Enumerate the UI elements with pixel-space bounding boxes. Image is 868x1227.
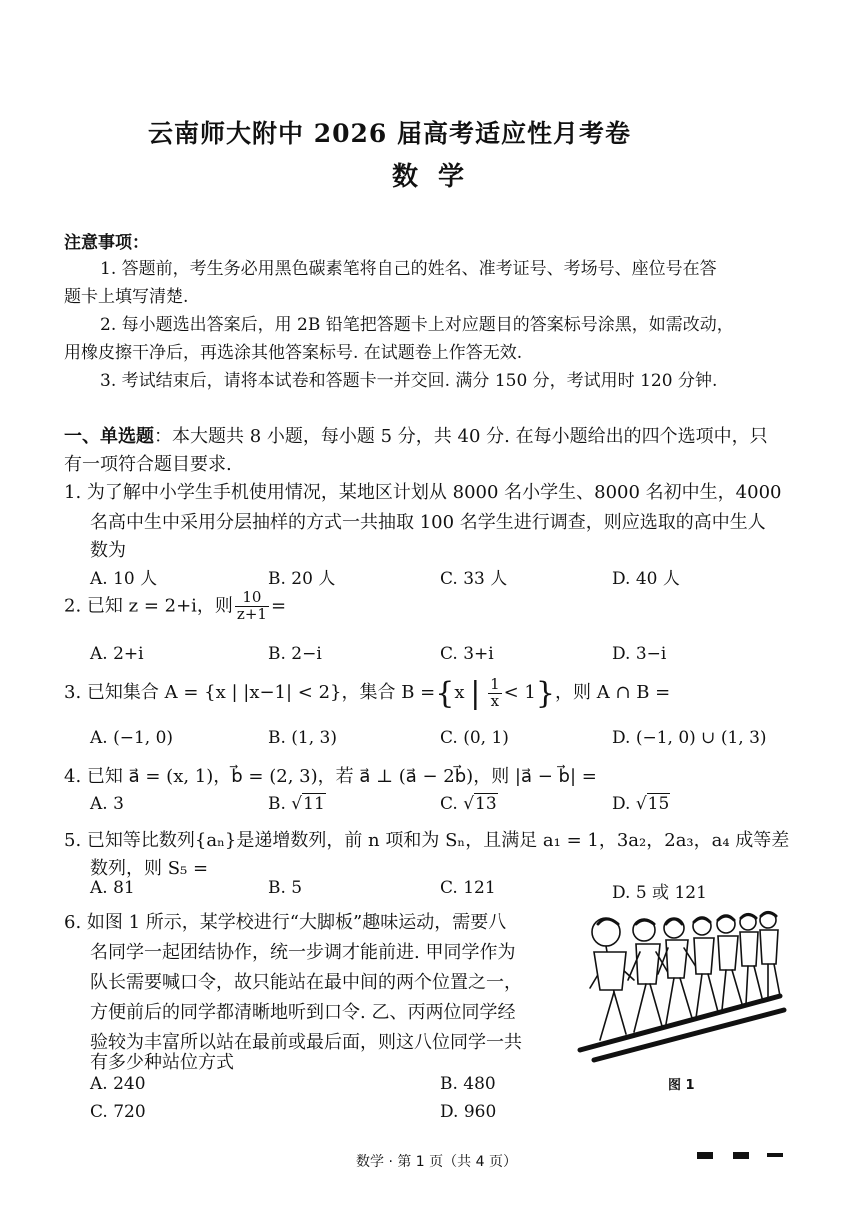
- q6-line-2: 名同学一起团结协作，统一步调才能前进. 甲同学作为: [90, 942, 516, 963]
- q1-line-3: 数为: [90, 540, 126, 561]
- q5-option-c: C. 121: [440, 878, 496, 898]
- q3-option-b: B. (1, 3): [268, 728, 338, 748]
- q2-fraction-numerator: 10: [235, 590, 269, 607]
- section-1-heading: 一、单选题: [64, 426, 154, 447]
- q2-suffix: =: [270, 595, 287, 617]
- note-3: 3. 考试结束后，请将本试卷和答题卡一并交回. 满分 150 分，考试用时 120 分钟.: [100, 371, 718, 391]
- q6-option-d: D. 960: [440, 1102, 497, 1122]
- q2-option-a: A. 2+i: [90, 644, 144, 664]
- q3-right-brace: }: [535, 676, 555, 711]
- note-2-line-2: 用橡皮擦干净后，再选涂其他答案标号. 在试题卷上作答无效.: [64, 343, 523, 363]
- q4-stem: 4. 已知 a⃗ = (x, 1)，b⃗ = (2, 3)，若 a⃗ ⊥ (a⃗ − 2b⃗)，则 |a⃗ − b⃗| =: [64, 766, 597, 787]
- q2-prefix: 2. 已知 z = 2+i，则: [64, 595, 233, 617]
- q3-stem: [64, 676, 670, 711]
- q5-option-d: D. 5 或 121: [612, 883, 707, 903]
- q3-option-d: D. (−1, 0) ∪ (1, 3): [612, 728, 767, 748]
- notes-heading: 注意事项：: [64, 233, 149, 253]
- q4-option-c-prefix: C. √: [440, 794, 475, 814]
- q2-fraction-denominator: z+1: [236, 604, 267, 623]
- q5-option-b: B. 5: [268, 878, 303, 898]
- q6-line-5: 验较为丰富所以站在最前或最后面，则这八位同学一共: [90, 1032, 522, 1053]
- q3-condition: < 1: [503, 682, 536, 703]
- q4-option-d-radicand: 15: [647, 794, 670, 814]
- page-footer: 数学 · 第 1 页（共 4 页）: [356, 1154, 517, 1170]
- q4-option-d: [612, 794, 670, 814]
- q3-fraction-numerator: 1: [490, 674, 500, 693]
- q3-set-variable: x: [454, 682, 465, 703]
- q1-line-1: 1. 为了解中小学生手机使用情况，某地区计划从 8000 名小学生、8000 名初中生，4000: [64, 482, 782, 503]
- q3-option-a: A. (−1, 0): [90, 728, 174, 748]
- q2-fraction: [235, 590, 269, 623]
- subject-title: 数学: [392, 162, 485, 192]
- q1-option-a: A. 10 人: [90, 569, 158, 589]
- q5-line-2: 数列，则 S₅ =: [90, 858, 209, 879]
- section-1-intro-rest: ：本大题共 8 小题，每小题 5 分，共 40 分. 在每小题给出的四个选项中，只: [154, 426, 768, 447]
- big-foot-race-illustration: [570, 900, 790, 1070]
- q5-option-a: A. 81: [90, 878, 135, 898]
- q3-prefix: 3. 已知集合 A = {x | |x−1| < 2}，集合 B =: [64, 682, 436, 703]
- q4-option-b: [268, 794, 326, 814]
- section-1-intro-line-2: 有一项符合题目要求.: [64, 454, 232, 475]
- q2-option-c: C. 3+i: [440, 644, 494, 664]
- q1-option-d: D. 40 人: [612, 569, 680, 589]
- q2-option-d: D. 3−i: [612, 644, 667, 664]
- q3-left-brace: {: [435, 676, 455, 711]
- q4-option-d-prefix: D. √: [612, 794, 647, 814]
- q4-option-b-prefix: B. √: [268, 794, 303, 814]
- q2-stem: [64, 590, 286, 623]
- note-2-line-1: 2. 每小题选出答案后，用 2B 铅笔把答题卡上对应题目的答案标号涂黑，如需改动，: [100, 315, 734, 335]
- q2-option-b: B. 2−i: [268, 644, 322, 664]
- q3-set-bar: |: [470, 676, 481, 711]
- q4-option-a: A. 3: [90, 794, 124, 814]
- q4-option-c: [440, 794, 498, 814]
- q4-option-c-radicand: 13: [475, 794, 497, 814]
- q1-line-2: 名高中生中采用分层抽样的方式一共抽取 100 名学生进行调查，则应选取的高中生人: [90, 512, 766, 533]
- q4-option-b-radicand: 11: [303, 794, 325, 814]
- note-1-line-1: 1. 答题前，考生务必用黑色碳素笔将自己的姓名、准考证号、考场号、座位号在答: [100, 259, 717, 279]
- figure-1-caption: 图 1: [668, 1078, 695, 1093]
- q6-line-3: 队长需要喊口令，故只能站在最中间的两个位置之一，: [90, 972, 522, 993]
- q6-line-6: 有多少种站位方式: [90, 1052, 234, 1073]
- q6-line-4: 方便前后的同学都清晰地听到口令. 乙、丙两位同学经: [90, 1002, 516, 1023]
- q6-option-c: C. 720: [90, 1102, 146, 1122]
- q3-suffix: ，则 A ∩ B =: [554, 682, 671, 703]
- exam-title: 云南师大附中 2026 届高考适应性月考卷: [148, 119, 631, 148]
- section-1-intro: [64, 422, 768, 448]
- note-1-line-2: 题卡上填写清楚.: [64, 287, 189, 307]
- corner-mark-1: [697, 1152, 713, 1159]
- q1-option-c: C. 33 人: [440, 569, 508, 589]
- q3-option-c: C. (0, 1): [440, 728, 509, 748]
- corner-mark-2: [733, 1152, 749, 1159]
- q6-line-1: 6. 如图 1 所示，某学校进行“大脚板”趣味运动，需要八: [64, 912, 507, 933]
- corner-mark-3: [767, 1153, 783, 1157]
- q3-fraction-denominator: x: [490, 691, 500, 710]
- q3-fraction: [488, 674, 502, 710]
- q6-option-b: B. 480: [440, 1074, 496, 1094]
- q5-line-1: 5. 已知等比数列{aₙ}是递增数列，前 n 项和为 Sₙ，且满足 a₁ = 1，3a₂，2a₃，a₄ 成等差: [64, 830, 790, 851]
- q6-option-a: A. 240: [90, 1074, 146, 1094]
- q1-option-b: B. 20 人: [268, 569, 336, 589]
